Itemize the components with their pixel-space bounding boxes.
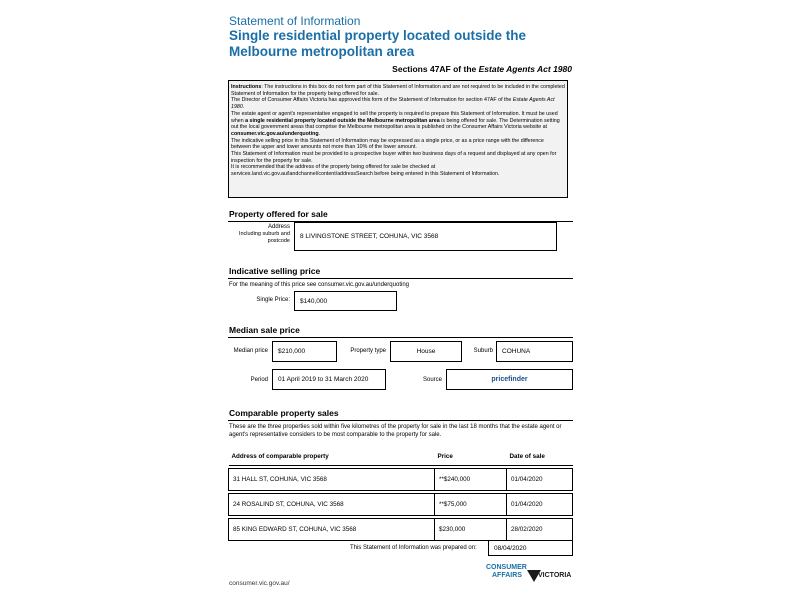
single-price-label: Single Price: xyxy=(256,297,290,303)
comparables-divider xyxy=(228,420,573,421)
instructions-p2c: . xyxy=(242,104,245,111)
consumer-affairs-victoria-logo xyxy=(484,560,579,586)
row-price: **$240,000 xyxy=(435,469,507,491)
instructions-p3c: is being offered for sale. The Determination setting out the local government areas that comprise the Melbourne metropolitan area is published on the Consumer Affairs Victoria website at xyxy=(231,117,560,131)
prepared-label: This Statement of Information was prepared on: xyxy=(350,545,477,551)
logo-line1: CONSUMER xyxy=(486,564,527,571)
comparables-heading: Comparable property sales xyxy=(229,408,339,418)
col-price: Price xyxy=(435,448,507,466)
instructions-p4: The indicative selling price in this Statement of Information may be expressed as a single price, or as a price range with the difference between the upper and lower amounts not more than 10% of the lower amount. xyxy=(231,137,544,151)
address-sublabel: Including suburb and postcode xyxy=(238,231,290,244)
sections-act: Estate Agents Act 1980 xyxy=(478,64,572,74)
instructions-p3a: The estate agent or agent's representative engaged to sell the property is required to prepare this Statement of Information. It must be used when xyxy=(231,110,558,124)
source-field xyxy=(446,369,573,390)
row-date: 01/04/2020 xyxy=(507,469,573,491)
property-type-label: Property type xyxy=(350,348,386,354)
comparables-note: These are the three properties sold within five kilometres of the property for sale in the last 18 months that the estate agent or agent's representative considers to be most comparable to the property for sale. xyxy=(229,424,562,438)
document-title: Statement of Information xyxy=(229,14,361,28)
instructions-p1: : The instructions in this box do not form part of this Statement of Information and are not required to be included in the completed Statement of Information for the property being offered for sale. xyxy=(231,84,565,97)
instructions-label: Instructions xyxy=(231,84,262,90)
median-heading: Median sale price xyxy=(229,325,300,335)
document-heading: Single residential property located outside the Melbourne metropolitan area xyxy=(229,28,527,59)
row-price: $230,000 xyxy=(435,519,507,541)
instructions-p6: It is recommended that the address of the property being offered for sale be checked at services.land.vic.gov.au/landchannel/content/addressSearch before being entered in this Statement of Information. xyxy=(231,164,500,178)
row-date: 28/02/2020 xyxy=(507,519,573,541)
instructions-p3b: a single residential property located outside the Melbourne metropolitan area xyxy=(245,117,440,124)
instructions-p5: This Statement of Information must be provided to a prospective buyer within two business days of a request and displayed at any open for inspection for the property for sale. xyxy=(231,151,557,164)
property-type-field: House xyxy=(390,341,462,362)
table-row xyxy=(229,519,573,541)
median-divider xyxy=(228,337,573,338)
indicative-heading: Indicative selling price xyxy=(229,266,321,276)
row-address: 31 HALL ST, COHUNA, VIC 3568 xyxy=(229,469,435,491)
table-row xyxy=(229,494,573,516)
address-field: 8 LIVINGSTONE STREET, COHUNA, VIC 3568 xyxy=(294,222,557,251)
instructions-p2b: Estate Agents Act 1980 xyxy=(231,97,555,111)
sections-reference xyxy=(392,64,572,74)
pricefinder-logo: pricefinder xyxy=(491,376,528,383)
instructions-p3e: . xyxy=(318,130,321,137)
instructions-p2a: The Director of Consumer Affairs Victoria has approved this form of the Statement of Information for section 47AF of the xyxy=(231,97,513,104)
suburb-label: Suburb xyxy=(473,348,493,354)
prepared-date-field: 08/04/2020 xyxy=(488,540,573,556)
property-heading: Property offered for sale xyxy=(229,209,328,219)
col-address: Address of comparable property xyxy=(229,448,435,466)
instructions-box xyxy=(228,80,568,198)
source-label: Source xyxy=(422,377,442,383)
indicative-note: For the meaning of this price see consumer.vic.gov.au/underquoting xyxy=(229,282,409,288)
median-price-field: $210,000 xyxy=(272,341,337,362)
median-price-label: Median price xyxy=(233,348,268,354)
footer-url: consumer.vic.gov.au/ xyxy=(229,580,290,587)
row-address: 85 KING EDWARD ST, COHUNA, VIC 3568 xyxy=(229,519,435,541)
logo-line3: VICTORIA xyxy=(538,572,572,579)
period-field: 01 April 2019 to 31 March 2020 xyxy=(272,369,386,390)
instructions-p3d: consumer.vic.gov.au/underquoting xyxy=(231,130,319,137)
logo-line2: AFFAIRS xyxy=(492,572,522,579)
table-header-row xyxy=(229,448,573,466)
row-price: **$75,000 xyxy=(435,494,507,516)
indicative-divider xyxy=(228,278,573,279)
period-label: Period xyxy=(250,377,268,383)
suburb-field: COHUNA xyxy=(496,341,573,362)
col-date: Date of sale xyxy=(507,448,573,466)
table-row xyxy=(229,469,573,491)
address-label: Address xyxy=(267,224,290,230)
address-label-group xyxy=(226,224,290,244)
comparables-table xyxy=(228,448,573,541)
row-date: 01/04/2020 xyxy=(507,494,573,516)
row-address: 24 ROSALIND ST, COHUNA, VIC 3568 xyxy=(229,494,435,516)
sections-prefix: Sections 47AF of the xyxy=(392,64,479,74)
single-price-field: $140,000 xyxy=(294,291,397,311)
